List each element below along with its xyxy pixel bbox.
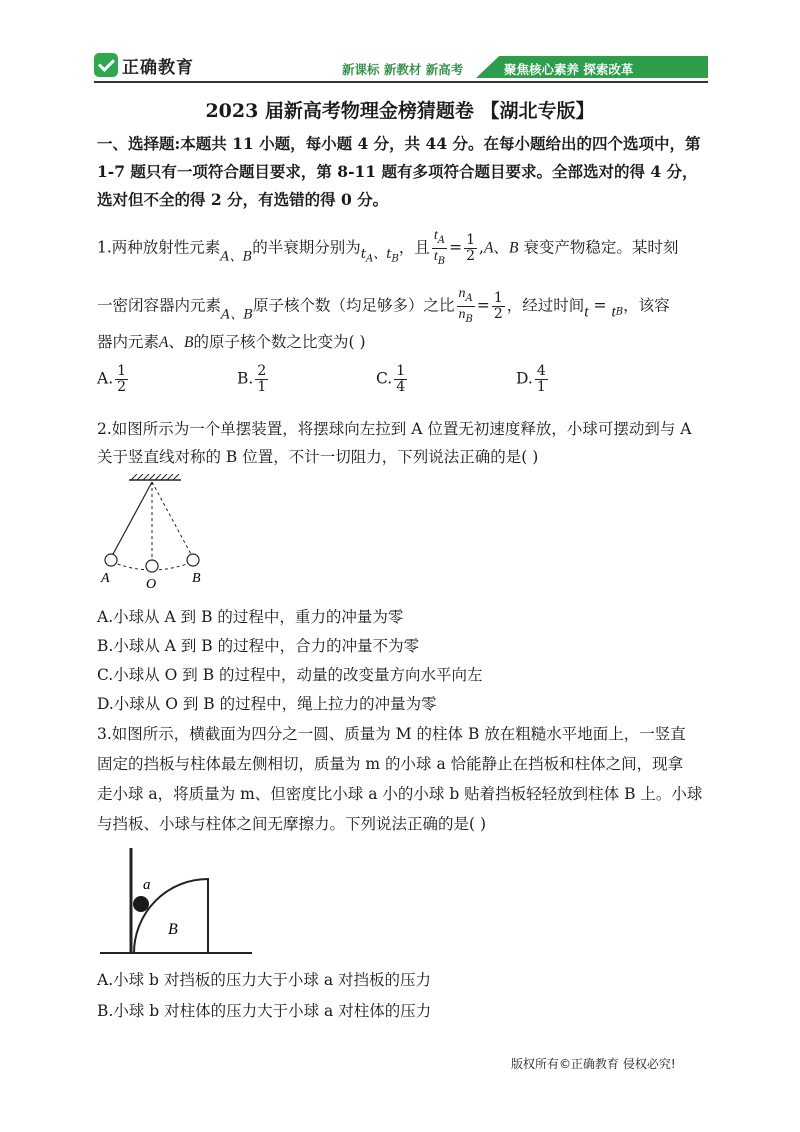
label-o: O xyxy=(146,577,157,592)
ball-at-b xyxy=(187,554,199,566)
dashed-string-b xyxy=(152,482,192,556)
q2-option-a[interactable]: A.小球从 A 到 B 的过程中，重力的冲量为零 xyxy=(97,608,404,626)
pendulum-figure xyxy=(97,474,217,594)
q1-line2: 一密闭容器内元素$_{A、B}$原子核个数（均足够多）之比 $\frac{n_A}{n_B}$ = $\frac{1}{2}$ ，经过时间$t = t_B$，该容 xyxy=(97,286,670,325)
q1-option-d[interactable]: D. $\frac{4}{1}$ xyxy=(516,363,546,395)
section-instructions-line3: 选对但不全的得 2 分，有选错的得 0 分。 xyxy=(97,190,389,209)
ball-at-o xyxy=(146,560,158,572)
q3-option-a[interactable]: A.小球 b 对挡板的压力大于小球 a 对挡板的压力 xyxy=(97,971,431,989)
header-slogan: 新课标 新教材 新高考 xyxy=(342,62,464,77)
logo-text: 正确教育 xyxy=(122,57,194,78)
check-logo-icon xyxy=(94,53,118,77)
q3-line4: 与挡板、小球与柱体之间无摩擦力。下列说法正确的是( ) xyxy=(97,815,487,833)
exam-title: 2023 届新高考物理金榜猜题卷 【湖北专版】 xyxy=(205,100,595,122)
q1-option-b[interactable]: B. $\frac{2}{1}$ xyxy=(237,363,267,395)
page-header xyxy=(94,50,708,82)
header-banner-text: 聚焦核心素养 探索改革 xyxy=(504,62,634,77)
q1-option-a[interactable]: A. $\frac{1}{2}$ xyxy=(97,363,127,395)
q2-line1: 2.如图所示为一个单摆装置，将摆球向左拉到 A 位置无初速度释放，小球可摆动到与 A xyxy=(97,420,692,438)
label-cylinder-b: B xyxy=(168,921,178,938)
q3-line3: 走小球 a，将质量为 m、但密度比小球 a 小的小球 b 贴着挡板轻轻放到柱体 B 上。小球 xyxy=(97,785,703,803)
section-instructions-line2: 1-7 题只有一项符合题目要求，第 8-11 题有多项符合题目要求。全部选对的得 4 分， xyxy=(97,162,698,181)
label-ball-a: a xyxy=(143,877,151,893)
label-a: A xyxy=(101,571,110,586)
copyright-footer: 版权所有©正确教育 侵权必究! xyxy=(511,1057,676,1071)
q3-line2: 固定的挡板与柱体最左侧相切，质量为 m 的小球 a 恰能静止在挡板和柱体之间，现拿 xyxy=(97,755,684,773)
q2-line2: 关于竖直线对称的 B 位置，不计一切阻力，下列说法正确的是( ) xyxy=(97,448,539,466)
q2-option-c[interactable]: C.小球从 O 到 B 的过程中，动量的改变量方向水平向左 xyxy=(97,666,483,684)
cylinder-figure xyxy=(100,842,252,958)
header-divider xyxy=(94,81,708,83)
section-instructions-line1: 一、选择题:本题共 11 小题，每小题 4 分，共 44 分。在每小题给出的四个选项中，第 xyxy=(97,134,701,153)
q2-option-d[interactable]: D.小球从 O 到 B 的过程中，绳上拉力的冲量为零 xyxy=(97,695,437,713)
q3-option-b[interactable]: B.小球 b 对柱体的压力大于小球 a 对柱体的压力 xyxy=(97,1002,432,1020)
q1-line1: 1.两种放射性元素$_{A、B}$的半衰期分别为$_{t_A、t_B}$，且 $\frac{t_A}{t_B}$ = $\frac{1}{2}$ ,A、B 衰变产物稳定。某时刻 xyxy=(97,228,679,267)
pendulum-string xyxy=(112,482,152,556)
logo xyxy=(94,52,194,78)
ball-a xyxy=(133,896,149,912)
q1-option-c[interactable]: C. $\frac{1}{4}$ xyxy=(376,363,406,395)
q2-option-b[interactable]: B.小球从 A 到 B 的过程中，合力的冲量不为零 xyxy=(97,637,420,655)
ball-at-a xyxy=(105,554,117,566)
q3-line1: 3.如图所示，横截面为四分之一圆、质量为 M 的柱体 B 放在粗糙水平地面上，一竖直 xyxy=(97,725,686,743)
q1-line3: 器内元素A、B的原子核个数之比变为( ) xyxy=(97,333,366,351)
ceiling-hatch xyxy=(131,474,179,480)
label-b: B xyxy=(192,571,201,586)
